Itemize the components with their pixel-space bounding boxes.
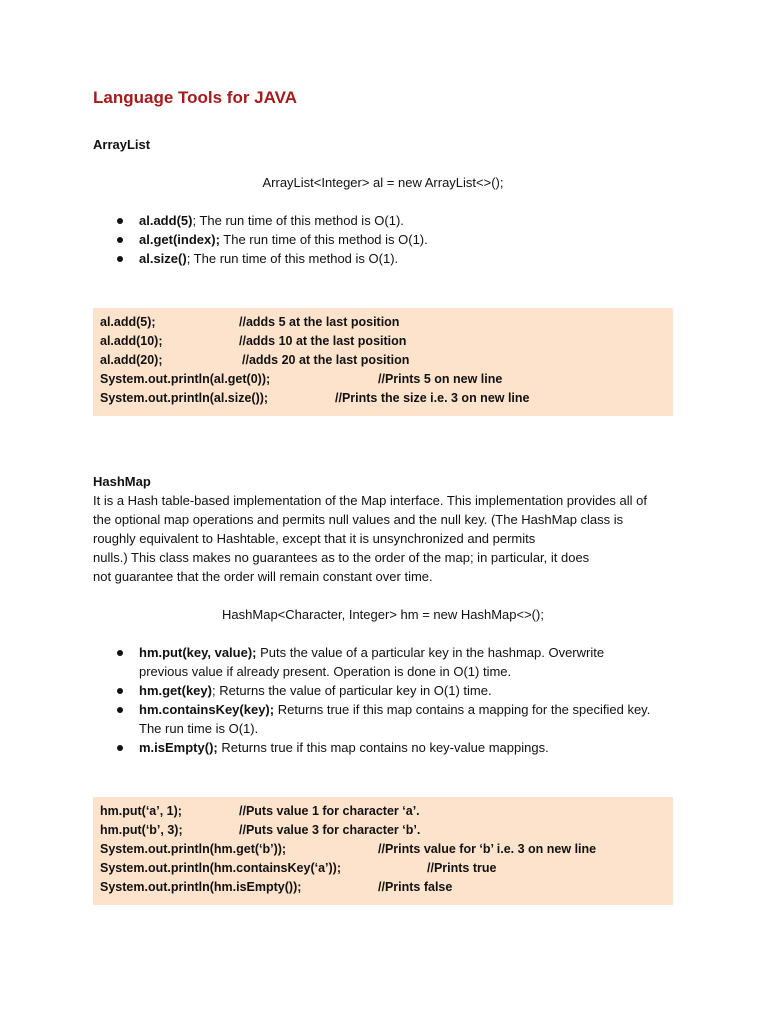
paragraph-line: It is a Hash table-based implementation of the Map interface. This implementation provides all of — [93, 493, 647, 508]
code-line — [100, 880, 301, 899]
paragraph-line: the optional map operations and permits null values and the null key. (The HashMap class is — [93, 512, 624, 527]
code-line — [100, 861, 341, 880]
method-description: ; The run time of this method is O(1). — [186, 251, 399, 266]
list-item — [115, 700, 650, 738]
method-description: Returns true if this map contains no key-value mappings. — [217, 740, 549, 755]
code-comment: //Prints 5 on new line — [378, 372, 503, 386]
paragraph-line: not guarantee that the order will remain constant over time. — [93, 569, 433, 584]
code-statement: System.out.println(hm.containsKey(‘a’)); — [100, 861, 341, 875]
code-line — [100, 391, 268, 410]
method-name: hm.containsKey(key); — [139, 702, 275, 717]
method-description: Returns true if this map contains a mapping for the specified key. — [274, 702, 651, 717]
paragraph-line: roughly equivalent to Hashtable, except that it is unsynchronized and permits — [93, 531, 536, 546]
hashmap-heading: HashMap — [93, 474, 151, 489]
code-statement: System.out.println(hm.isEmpty()); — [100, 880, 302, 894]
code-statement: al.add(20); — [100, 353, 163, 367]
code-line — [100, 823, 183, 842]
code-statement: System.out.println(al.size()); — [100, 391, 269, 405]
arraylist-heading: ArrayList — [93, 137, 151, 152]
method-name: al.size() — [139, 251, 187, 266]
list-item — [115, 249, 428, 268]
hashmap-method-list — [115, 643, 650, 757]
arraylist-code-example — [93, 308, 673, 416]
method-description: The run time of this method is O(1). — [219, 232, 428, 247]
code-line — [100, 315, 156, 334]
code-statement: al.add(10); — [100, 334, 163, 348]
method-description: Puts the value of a particular key in the hashmap. Overwrite — [256, 645, 605, 660]
list-item — [115, 230, 428, 249]
paragraph-line: nulls.) This class makes no guarantees as to the order of the map; in particular, it does — [93, 550, 590, 565]
hashmap-code-example — [93, 797, 673, 905]
method-name: al.add(5) — [139, 213, 193, 228]
method-description-continued: previous value if already present. Operation is done in O(1) time. — [139, 664, 512, 679]
code-comment: //adds 10 at the last position — [239, 334, 407, 348]
code-comment: //adds 20 at the last position — [242, 353, 410, 367]
code-statement: System.out.println(hm.get(‘b’)); — [100, 842, 287, 856]
arraylist-declaration: ArrayList<Integer> al = new ArrayList<>(); — [262, 175, 504, 190]
method-name: hm.get(key) — [139, 683, 212, 698]
list-item — [115, 643, 650, 681]
list-item — [115, 738, 650, 757]
code-comment: //Puts value 1 for character ‘a’. — [239, 804, 420, 818]
code-statement: hm.put(‘b’, 3); — [100, 823, 183, 837]
page-title: Language Tools for JAVA — [93, 88, 298, 107]
list-item — [115, 681, 650, 700]
code-comment: //Puts value 3 for character ‘b’. — [239, 823, 421, 837]
code-comment: //Prints value for ‘b’ i.e. 3 on new line — [378, 842, 597, 856]
code-line — [100, 842, 286, 861]
hashmap-description — [93, 491, 683, 586]
method-description: ; The run time of this method is O(1). — [192, 213, 404, 228]
hashmap-declaration: HashMap<Character, Integer> hm = new HashMap<>(); — [222, 607, 544, 622]
code-statement: hm.put(‘a’, 1); — [100, 804, 182, 818]
code-statement: al.add(5); — [100, 315, 156, 329]
code-line — [100, 372, 270, 391]
code-line — [100, 334, 163, 353]
code-statement: System.out.println(al.get(0)); — [100, 372, 271, 386]
method-description-continued: The run time is O(1). — [139, 721, 259, 736]
method-name: al.get(index); — [139, 232, 220, 247]
code-line — [100, 804, 182, 823]
code-line — [100, 353, 163, 372]
code-comment: //Prints true — [427, 861, 497, 875]
code-comment: //Prints the size i.e. 3 on new line — [335, 391, 530, 405]
list-item — [115, 211, 428, 230]
code-comment: //adds 5 at the last position — [239, 315, 400, 329]
method-description: ; Returns the value of particular key in O(1) time. — [211, 683, 492, 698]
method-name: m.isEmpty(); — [139, 740, 218, 755]
method-name: hm.put(key, value); — [139, 645, 257, 660]
arraylist-method-list — [115, 211, 428, 268]
code-comment: //Prints false — [378, 880, 453, 894]
